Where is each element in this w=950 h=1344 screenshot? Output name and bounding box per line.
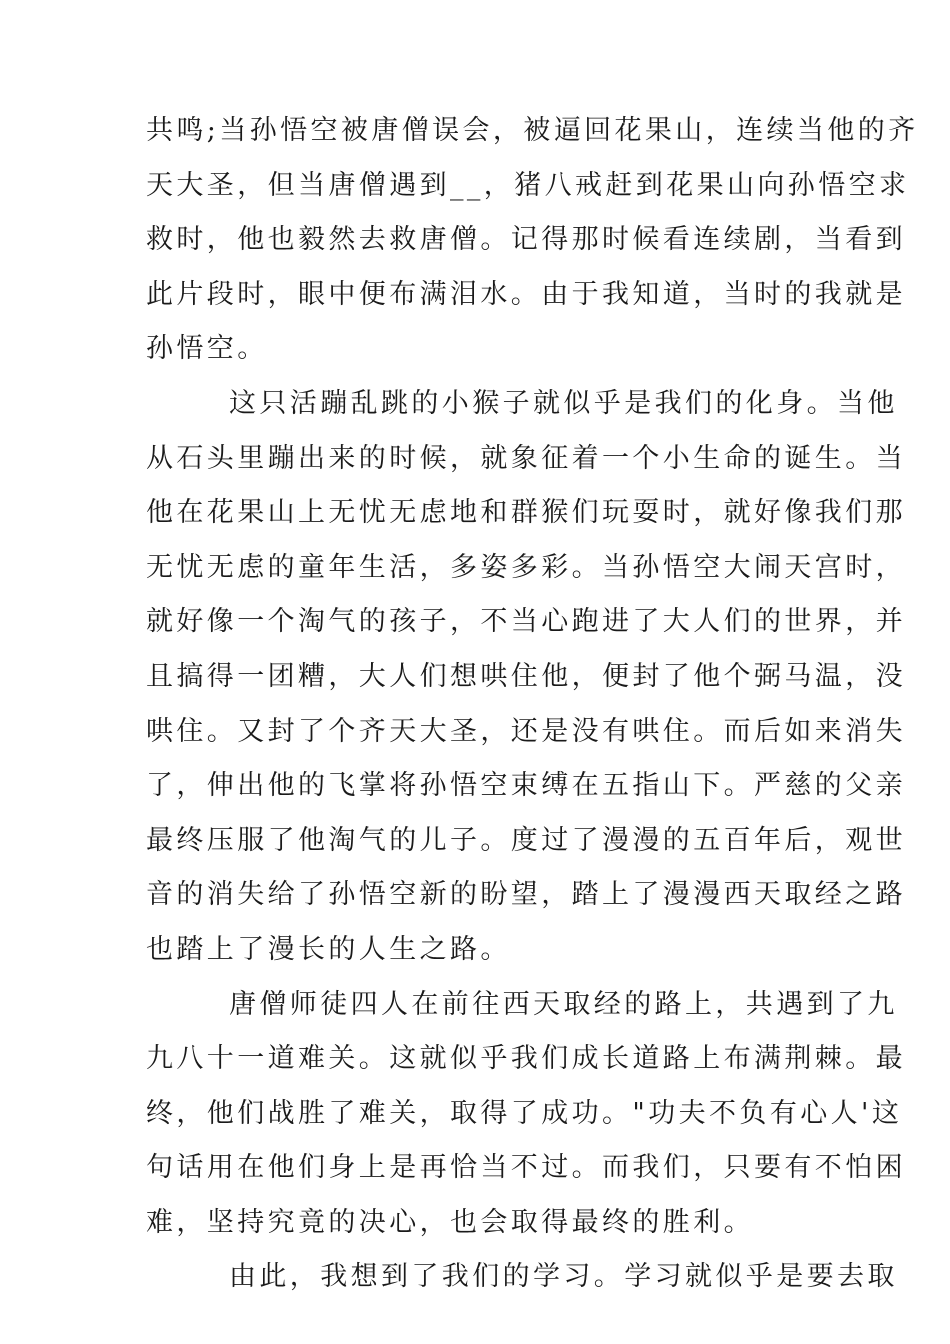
text-line: 且搞得一团糟，大人们想哄住他，便封了他个弼马温，没: [146, 660, 906, 692]
text-line: 了，伸出他的飞掌将孙悟空束缚在五指山下。严慈的父亲: [146, 770, 906, 802]
text-line: 句话用在他们身上是再恰当不过。而我们，只要有不怕困: [146, 1152, 906, 1184]
text-line: 终，他们战胜了难关，取得了成功。"功夫不负有心人'这: [146, 1097, 903, 1129]
text-line: 共鸣;当孙悟空被唐僧误会，被逼回花果山，连续当他的齐: [146, 115, 919, 146]
text-line: 就好像一个淘气的孩子，不当心跑进了大人们的世界，并: [146, 606, 906, 638]
text-line: 无忧无虑的童年生活，多姿多彩。当孙悟空大闹天宫时，: [146, 551, 906, 583]
paragraph-start-line: 这只活蹦乱跳的小猴子就似乎是我们的化身。当他: [229, 387, 898, 419]
text-line: 天大圣，但当唐僧遇到__，猪八戒赶到花果山向孙悟空求: [146, 169, 910, 201]
text-line: 音的消失给了孙悟空新的盼望，踏上了漫漫西天取经之路: [146, 879, 906, 911]
text-line: 最终压服了他淘气的儿子。度过了漫漫的五百年后，观世: [146, 824, 906, 856]
text-line: 哄住。又封了个齐天大圣，还是没有哄住。而后如来消失: [146, 715, 906, 747]
text-line: 难，坚持究竟的决心，也会取得最终的胜利。: [146, 1206, 754, 1238]
text-line: 也踏上了漫长的人生之路。: [146, 933, 511, 965]
text-line: 此片段时，眼中便布满泪水。由于我知道，当时的我就是: [146, 278, 906, 310]
text-line: 从石头里蹦出来的时候，就象征着一个小生命的诞生。当: [146, 442, 906, 474]
text-line: 九八十一道难关。这就似乎我们成长道路上布满荆棘。最: [146, 1043, 906, 1075]
text-line: 他在花果山上无忧无虑地和群猴们玩耍时，就好像我们那: [146, 497, 906, 529]
text-line: 孙悟空。: [146, 333, 268, 365]
paragraph-start-line: 唐僧师徒四人在前往西天取经的路上，共遇到了九: [229, 988, 898, 1020]
text-line: 救时，他也毅然去救唐僧。记得那时候看连续剧，当看到: [146, 224, 906, 256]
paragraph-start-line: 由此，我想到了我们的学习。学习就似乎是要去取: [229, 1261, 898, 1293]
body-text: [146, 104, 919, 1305]
